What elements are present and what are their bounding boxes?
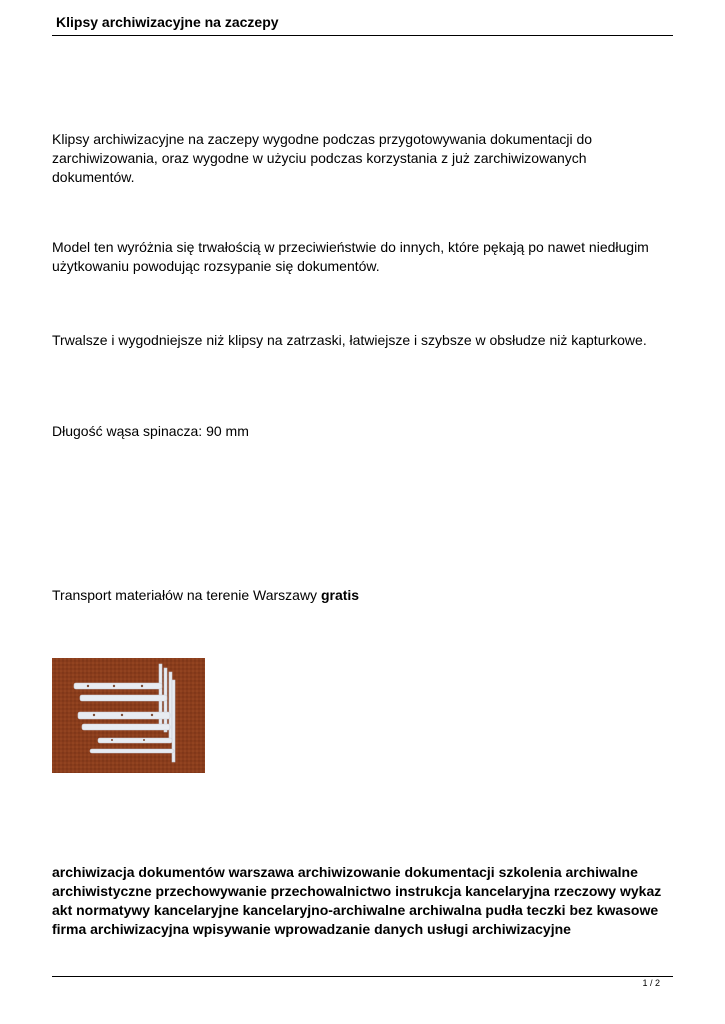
paragraph-transport xyxy=(52,586,672,605)
product-photo xyxy=(52,658,205,773)
footer-divider xyxy=(52,976,673,977)
transport-free-label: gratis xyxy=(320,587,360,603)
paragraph-durability: Model ten wyróżnia się trwałością w przeciwieństwie do innych, które pękają po nawet niedługim użytkowaniu powodując rozsypanie się dokumentów. xyxy=(52,239,649,274)
paragraph-comparison: Trwalsze i wygodniejsze niż klipsy na zatrzaski, łatwiejsze i szybsze w obsłudze niż kapturkowe. xyxy=(52,332,647,348)
paragraph-intro: Klipsy archiwizacyjne na zaczepy wygodne podczas przygotowywania dokumentacji do zarchiwizowania, oraz wygodne w użyciu podczas korzystania z już zarchiwizowanych dokumentów. xyxy=(52,131,593,185)
paragraph-length: Długość wąsa spinacza: 90 mm xyxy=(52,423,249,439)
page-header-title: Klipsy archiwizacyjne na zaczepy xyxy=(56,14,279,30)
transport-text: Transport materiałów na terenie Warszawy xyxy=(52,587,321,603)
header-divider xyxy=(52,35,673,36)
page-number: 1 / 2 xyxy=(642,978,660,988)
keywords-block: archiwizacja dokumentów warszawa archiwizowanie dokumentacji szkolenia archiwalne archiwistyczne przechowywanie przechowalnictwo instrukcja kancelaryjna rzeczowy wykaz akt normatywy kancelaryjne kancelaryjno-archiwalne archiwalna pudła teczki bez kwasowe firma archiwizacyjna wpisywanie wprowadzanie danych usługi archiwizacyjne xyxy=(52,864,662,937)
